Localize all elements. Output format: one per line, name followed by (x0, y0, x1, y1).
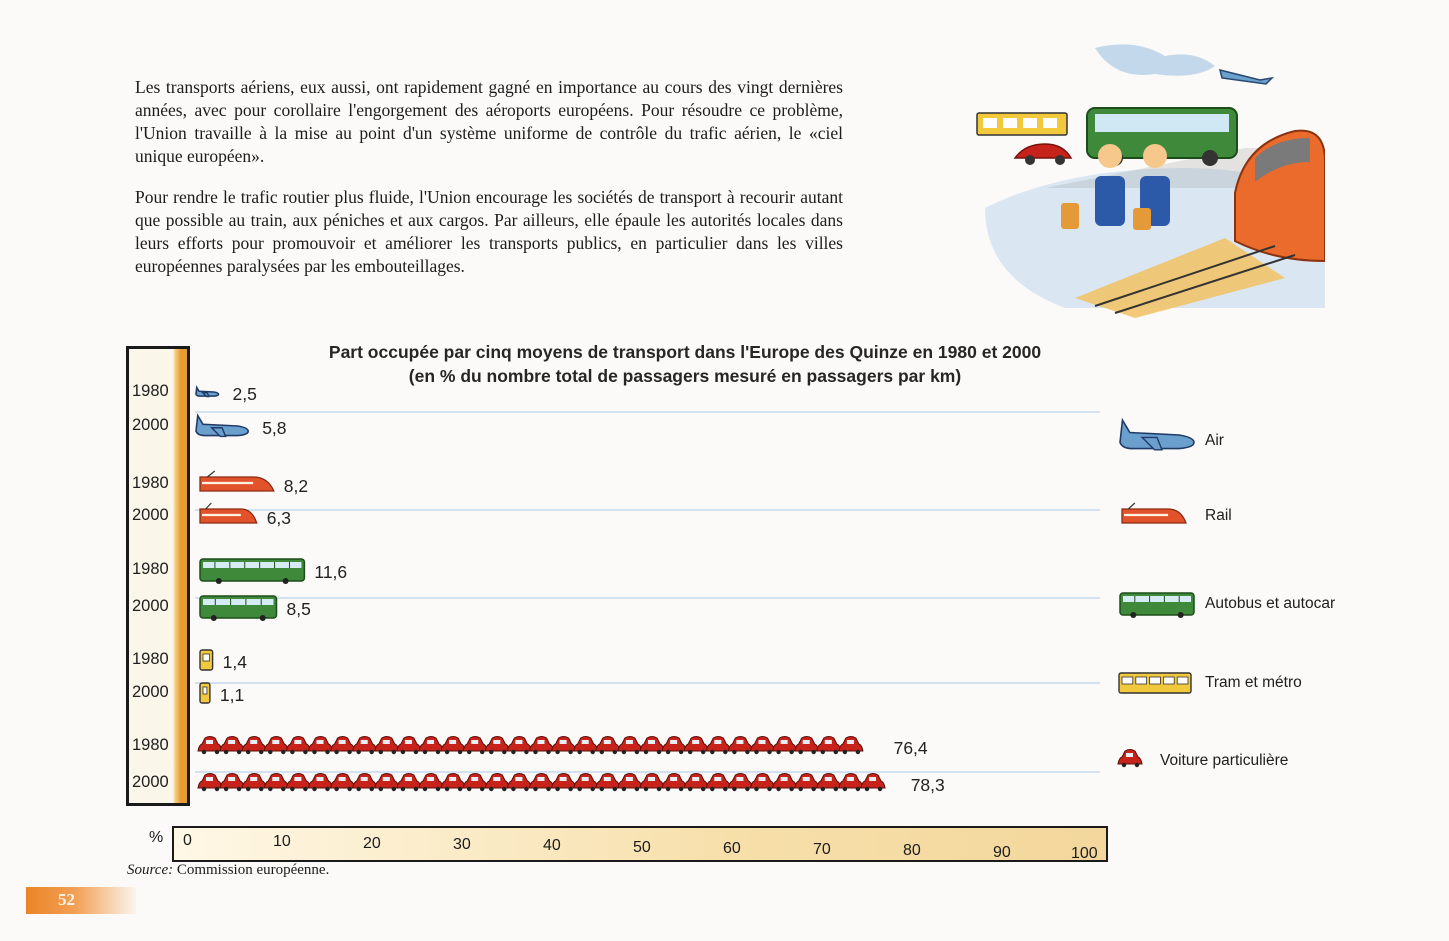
legend-label: Autobus et autocar (1205, 595, 1336, 612)
data-label: 1,1 (219, 685, 245, 705)
source-label: Source: (127, 862, 174, 878)
year-label: 2000 (132, 773, 169, 791)
x-axis-tick-label: 20 (363, 834, 381, 852)
data-label: 8,2 (283, 476, 309, 496)
data-label: 1,4 (222, 652, 247, 672)
year-label: 2000 (132, 416, 169, 434)
year-label: 2000 (132, 506, 169, 524)
year-label: 1980 (132, 560, 169, 578)
year-label: 2000 (132, 683, 169, 701)
x-axis-tick-label: 90 (993, 843, 1011, 861)
bus-icon (1120, 593, 1194, 618)
page-number-tab (26, 887, 136, 914)
page-number: 52 (58, 890, 75, 909)
x-axis-tick-label: 0 (183, 832, 192, 849)
legend-label: Tram et métro (1205, 674, 1302, 691)
data-label: 11,6 (314, 562, 348, 582)
year-label: 1980 (132, 736, 169, 754)
x-axis-tick-label: 80 (903, 842, 921, 860)
x-axis-tick-label: 40 (543, 837, 561, 855)
x-axis-tick-label: 60 (723, 839, 741, 857)
source-text: Commission européenne. (173, 862, 330, 878)
data-label: 5,8 (262, 418, 287, 438)
plane-icon (1120, 420, 1194, 450)
data-label: 8,5 (286, 599, 311, 619)
data-label: 6,3 (266, 508, 292, 528)
year-label: 1980 (132, 650, 169, 668)
legend-label: Air (1205, 432, 1224, 449)
chart-title-main: Part occupée par cinq moyens de transport dans l'Europe des Quinze en 1980 et 2000 (328, 342, 1042, 362)
legend-label: Rail (1205, 507, 1232, 524)
car-icon (1118, 750, 1142, 768)
year-label: 2000 (132, 597, 169, 615)
source-note (127, 862, 329, 879)
legend-label: Voiture particulière (1160, 752, 1289, 769)
year-label: 1980 (132, 382, 169, 400)
data-label: 76,4 (893, 738, 928, 758)
paragraph-air-transport: Les transports aériens, eux aussi, ont rapidement gagné en importance au cours des vingt dernières années, avec pour corollaire l'engorgement des aéroports européens. Pour résoudre ce problème, l'Union travaille à la mise au point d'un système uniforme de contrôle du trafic aérien, le «ciel unique européen». (135, 77, 843, 166)
paragraph-road-traffic: Pour rendre le trafic routier plus fluide, l'Union encourage les sociétés de transport à recourir autant que possible au train, aux péniches et aux cargos. Par ailleurs, elle épaule les autorités locales dans leurs efforts pour promouvoir et améliorer les transports publics, en particulier dans les villes européennes paralysées par les embouteillages. (135, 187, 843, 276)
data-label: 78,3 (910, 775, 945, 795)
chart-subtitle: (en % du nombre total de passagers mesuré en passagers par km) (408, 366, 962, 386)
x-axis-tick-label: 30 (453, 835, 471, 853)
x-axis-unit: % (149, 829, 164, 846)
train-icon (1122, 503, 1186, 523)
tram-icon (1119, 673, 1191, 693)
x-axis-tick-label: 10 (273, 833, 291, 851)
x-axis-tick-label: 100 (1071, 845, 1098, 862)
data-label: 2,5 (232, 384, 257, 404)
x-axis-tick-label: 50 (633, 838, 651, 856)
year-label: 1980 (132, 474, 169, 492)
x-axis-tick-label: 70 (813, 841, 831, 859)
